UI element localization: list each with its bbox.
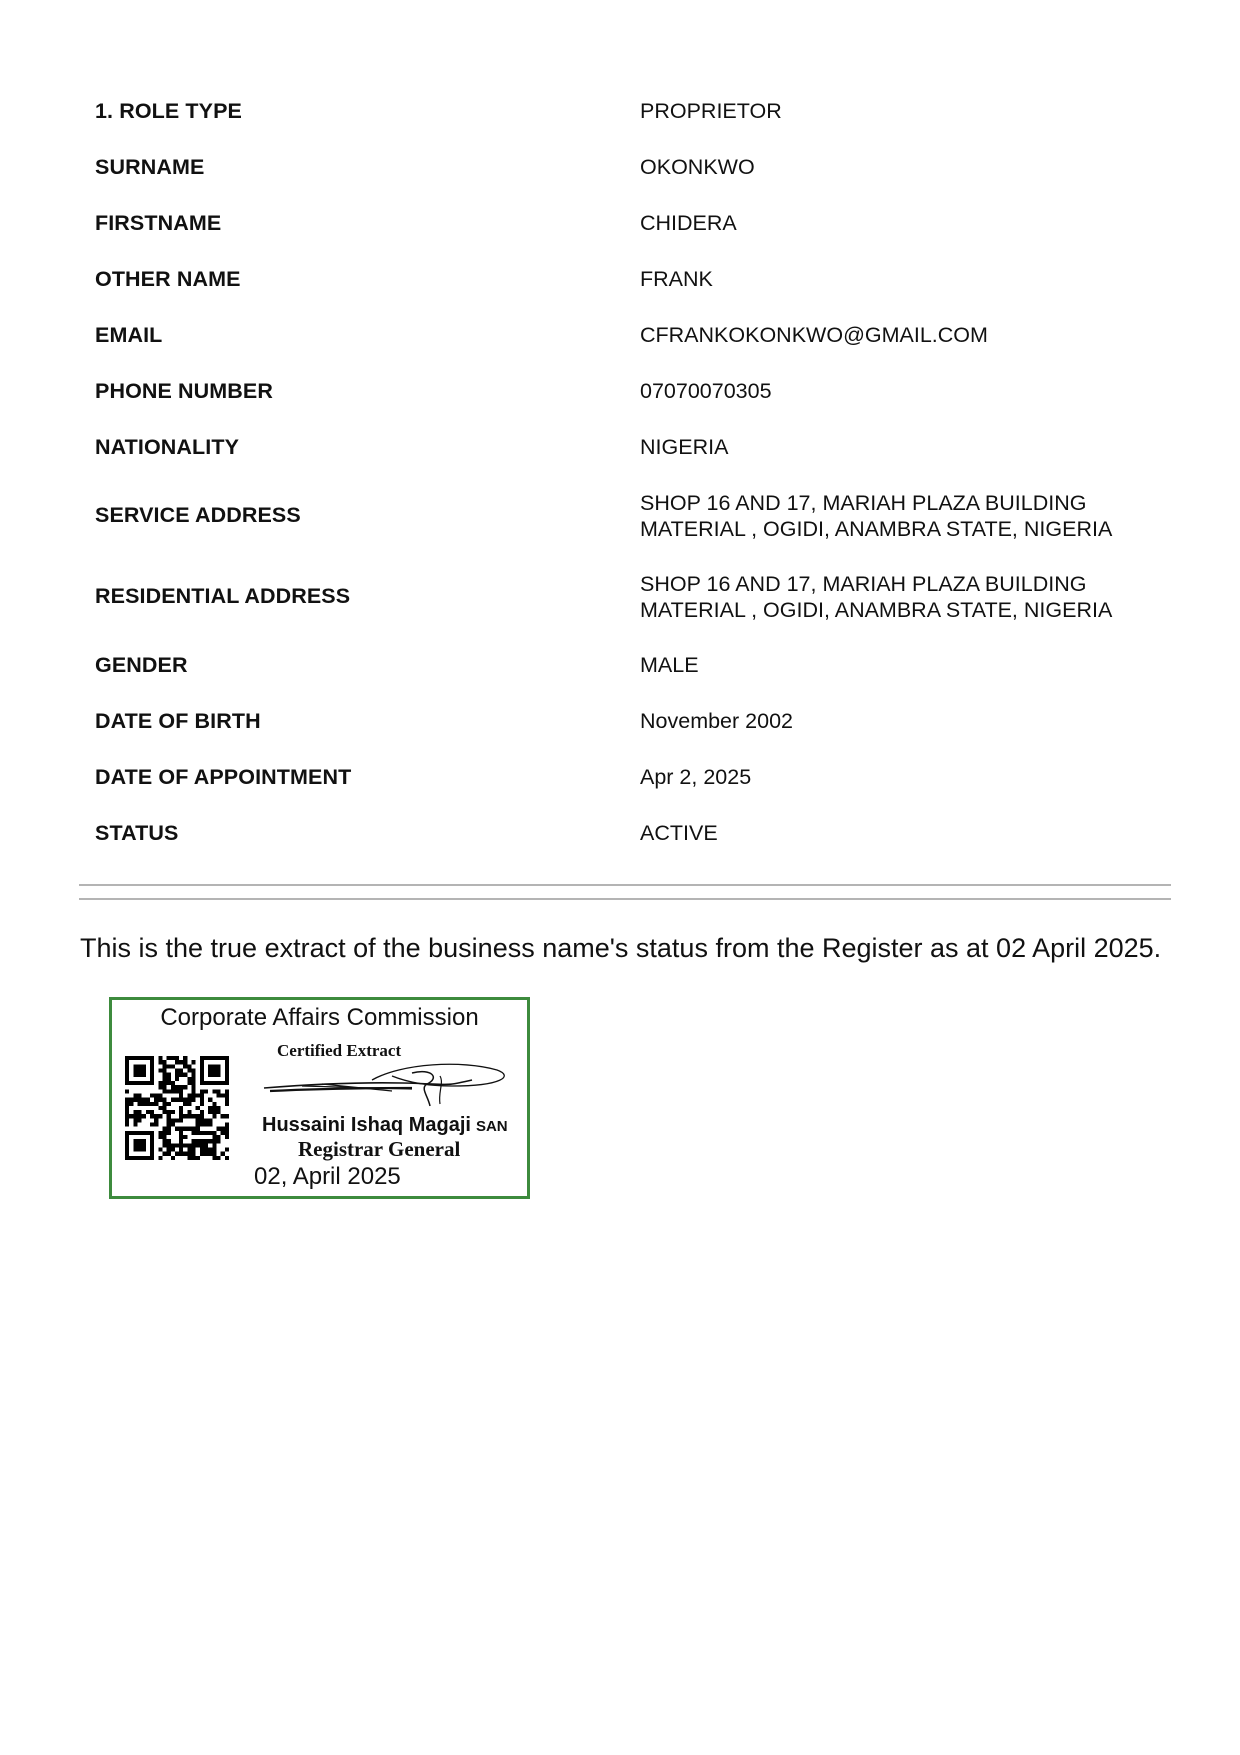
detail-value: PROPRIETOR	[640, 99, 782, 123]
detail-row-phone-number	[95, 363, 1175, 419]
detail-label: OTHER NAME	[95, 266, 241, 291]
role-details-table	[95, 83, 1175, 861]
detail-row-other-name	[95, 251, 1175, 307]
detail-row-status	[95, 805, 1175, 861]
signatory-suffix: SAN	[475, 1118, 508, 1135]
detail-row-firstname	[95, 195, 1175, 251]
stamp-signatory-role: Registrar General	[298, 1137, 461, 1161]
detail-value: 07070070305	[640, 379, 772, 403]
detail-label: DATE OF APPOINTMENT	[95, 764, 352, 789]
detail-label: DATE OF BIRTH	[95, 708, 261, 733]
detail-value: MALE	[640, 653, 699, 677]
detail-value: NIGERIA	[640, 435, 729, 459]
detail-label: STATUS	[95, 820, 179, 845]
detail-value: OKONKWO	[640, 155, 755, 179]
detail-value: FRANK	[640, 267, 713, 291]
detail-value: Apr 2, 2025	[640, 765, 752, 789]
detail-row-date-of-birth	[95, 693, 1175, 749]
divider-line	[79, 884, 1171, 886]
detail-label: SURNAME	[95, 154, 205, 179]
stamp-certified-label: Certified Extract	[277, 1041, 402, 1060]
detail-row-nationality	[95, 419, 1175, 475]
stamp-date: 02, April 2025	[254, 1163, 401, 1190]
certification-stamp	[109, 997, 530, 1199]
stamp-organization: Corporate Affairs Commission	[160, 1004, 479, 1031]
detail-label: NATIONALITY	[95, 434, 240, 459]
detail-label: PHONE NUMBER	[95, 378, 273, 403]
divider-line	[79, 898, 1171, 900]
detail-row-gender	[95, 637, 1175, 693]
detail-value: ACTIVE	[640, 821, 718, 845]
detail-row-surname	[95, 139, 1175, 195]
detail-label: 1. ROLE TYPE	[95, 98, 242, 123]
qr-code-icon	[125, 1056, 229, 1160]
detail-value: CHIDERA	[640, 211, 737, 235]
detail-row-role-type	[95, 83, 1175, 139]
detail-value: SHOP 16 AND 17, MARIAH PLAZA BUILDING MATERIAL , OGIDI, ANAMBRA STATE, NIGERIA	[640, 571, 1113, 622]
detail-label: SERVICE ADDRESS	[95, 503, 301, 527]
detail-value: CFRANKOKONKWO@GMAIL.COM	[640, 323, 988, 347]
stamp-signatory	[262, 1114, 508, 1137]
detail-label: EMAIL	[95, 322, 163, 347]
signature	[262, 1058, 512, 1108]
detail-value: SHOP 16 AND 17, MARIAH PLAZA BUILDING MATERIAL , OGIDI, ANAMBRA STATE, NIGERIA	[640, 490, 1113, 541]
detail-label: GENDER	[95, 652, 188, 677]
detail-row-email	[95, 307, 1175, 363]
detail-row-date-of-appointment	[95, 749, 1175, 805]
detail-row-residential-address	[95, 556, 1175, 637]
signatory-name: Hussaini Ishaq Magaji	[262, 1114, 471, 1136]
extract-statement: This is the true extract of the business name's status from the Register as at 02 April 2025.	[80, 933, 1162, 963]
detail-label: RESIDENTIAL ADDRESS	[95, 584, 351, 608]
detail-value: November 2002	[640, 709, 793, 733]
detail-label: FIRSTNAME	[95, 210, 222, 235]
detail-row-service-address	[95, 475, 1175, 556]
